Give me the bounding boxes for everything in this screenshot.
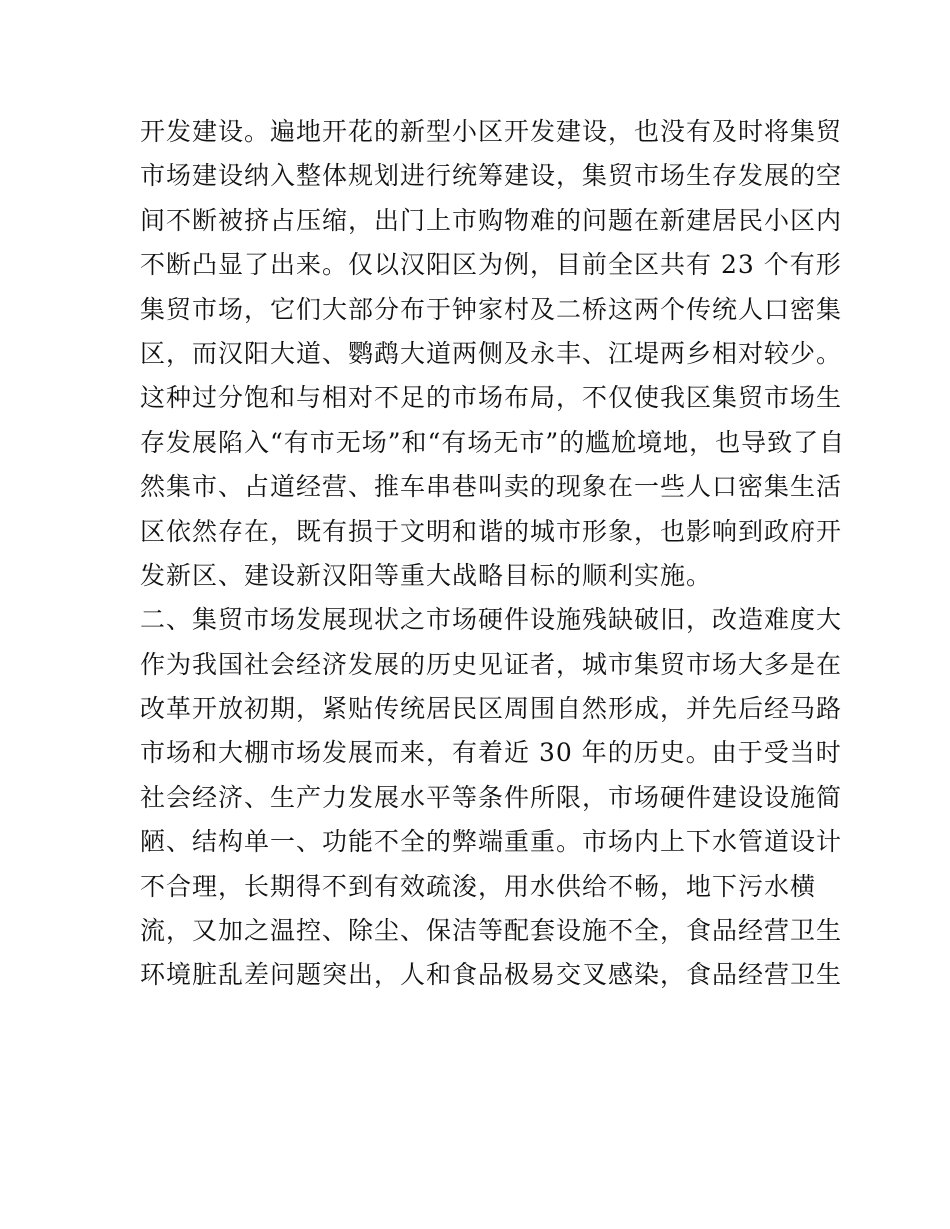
text-line: 改革开放初期，紧贴传统居民区周围自然形成，并先后经马路 (140, 694, 843, 724)
text-line: 不断凸显了出来。仅以汉阳区为例，目前全区共有 23 个有形 (140, 250, 842, 280)
section-heading: 二、集贸市场发展现状之市场硬件设施残缺破旧，改造难度大 (140, 605, 843, 635)
text-line: 陋、结构单一、功能不全的弊端重重。市场内上下水管道设计 (140, 827, 843, 857)
text-line: 市场和大棚市场发展而来，有着近 30 年的历史。由于受当时 (140, 738, 842, 768)
text-line: 发新区、建设新汉阳等重大战略目标的顺利实施。 (140, 560, 713, 590)
text-line: 集贸市场，它们大部分布于钟家村及二桥这两个传统人口密集 (140, 294, 843, 324)
text-line: 流，又加之温控、除尘、保洁等配套设施不全，食品经营卫生 (140, 916, 843, 946)
text-line: 然集市、占道经营、推车串巷叫卖的现象在一些人口密集生活 (140, 472, 843, 502)
text-line: 社会经济、生产力发展水平等条件所限，市场硬件建设设施简 (140, 782, 843, 812)
body-text (140, 110, 846, 998)
text-line: 间不断被挤占压缩，出门上市购物难的问题在新建居民小区内 (140, 205, 843, 235)
text-line: 区依然存在，既有损于文明和谐的城市形象，也影响到政府开 (140, 516, 843, 546)
text-line: 存发展陷入“有市无场”和“有场无市”的尴尬境地，也导致了自 (140, 427, 846, 457)
text-line: 区，而汉阳大道、鹦鹉大道两侧及永丰、江堤两乡相对较少。 (140, 338, 843, 368)
text-line: 开发建设。遍地开花的新型小区开发建设，也没有及时将集贸 (140, 117, 843, 146)
text-line: 环境脏乱差问题突出，人和食品极易交叉感染，食品经营卫生 (140, 960, 843, 990)
text-line: 这种过分饱和与相对不足的市场布局，不仅使我区集贸市场生 (140, 383, 843, 413)
text-line: 市场建设纳入整体规划进行统筹建设，集贸市场生存发展的空 (140, 161, 843, 191)
text-line: 不合理，长期得不到有效疏浚，用水供给不畅，地下污水横 (140, 871, 817, 901)
text-line: 作为我国社会经济发展的历史见证者，城市集贸市场大多是在 (140, 649, 843, 679)
